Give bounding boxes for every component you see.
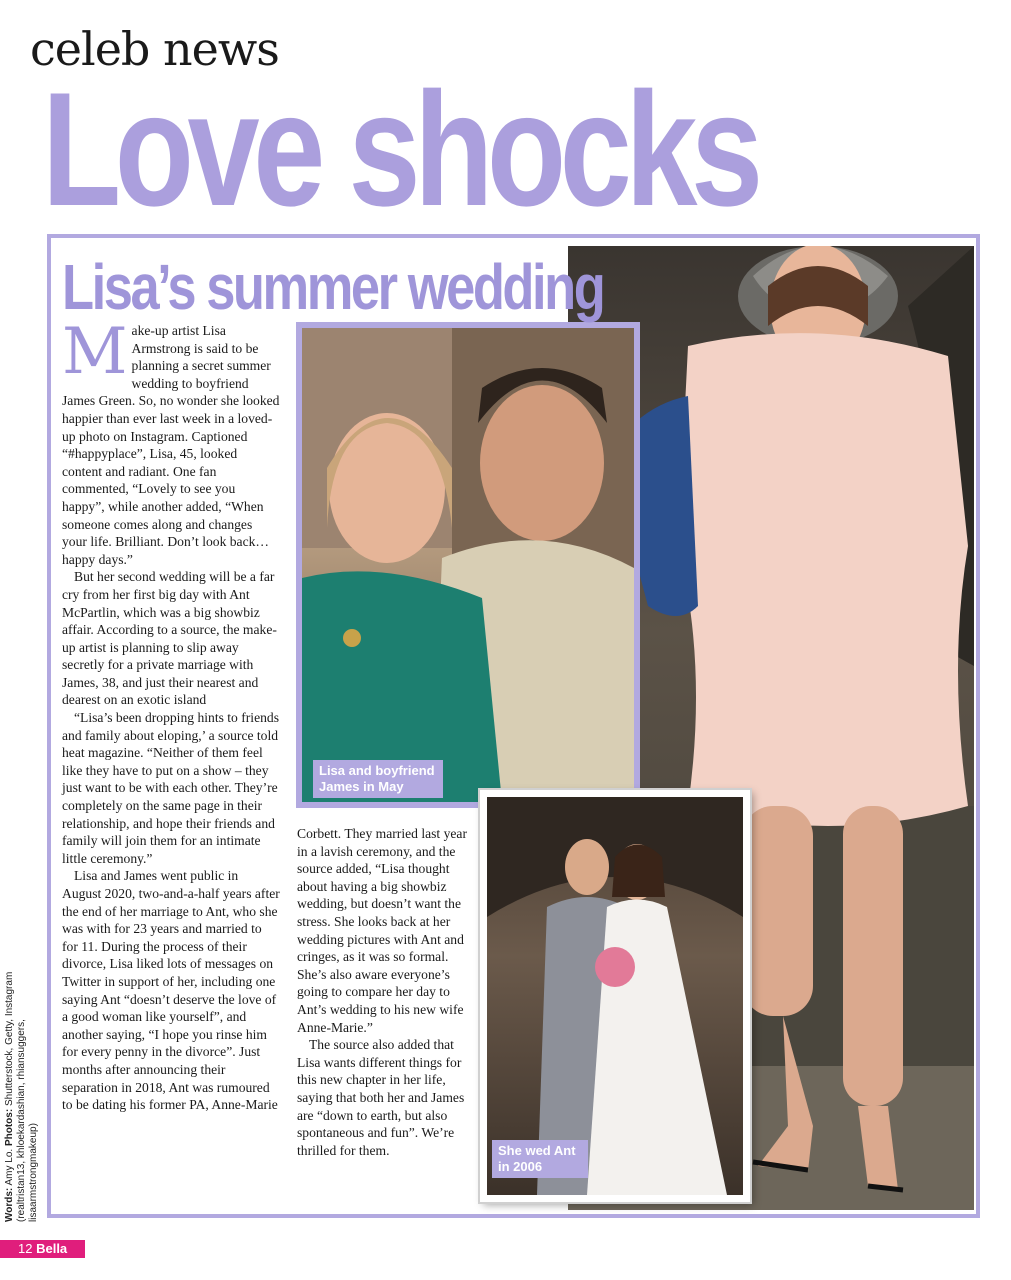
paragraph: Lisa and James went public in August 2020, two-and-a-half years after the end of her marriage to Ant, who she was with for 23 years and married to for 11. During the process of their divorce, Lisa liked lots of messages on Twitter in support of her, including one saying Ant “doesn’t deserve the love of a good woman like yourself”, and another saying, “I hope you rinse him for every penny in the divorce”. Just months after announcing their separation in 2018, Ant was rumoured to be dating his former PA, Anne-Marie [62, 868, 280, 1113]
credits-words: Amy Lo. [4, 1148, 15, 1186]
couple-photo-caption: Lisa and boyfriend James in May [313, 760, 443, 798]
paragraph: ake-up artist Lisa Armstrong is said to be planning a secret summer wedding to boyfriend James Green. So, no wonder she looked happier than ever last week in a loved-up photo on Instagram. Captioned “#happyplace”, Lisa, 45, looked content and radiant. One fan commented, “Lovely to see you happy”, while another added, “When someone comes along and changes your life. Brilliant. Don’t look back… happy days.” [62, 323, 280, 567]
page-number: 12 [18, 1241, 33, 1256]
subhead: Lisa’s summer wedding [62, 251, 604, 323]
wedding-photo-caption: She wed Ant in 2006 [492, 1140, 588, 1178]
couple-photo-illustration [302, 328, 634, 802]
magazine-name: Bella [36, 1241, 68, 1256]
page-folio [0, 1240, 85, 1258]
article-column-2 [297, 825, 472, 1159]
dropcap: M [62, 315, 128, 389]
article-column-1 [62, 315, 280, 1114]
couple-photo [296, 322, 640, 808]
headline: Love shocks [42, 59, 757, 240]
credits-photos-label: Photos: [4, 1108, 15, 1147]
section-label: celeb news [30, 22, 279, 76]
wedding-photo-illustration [487, 797, 743, 1195]
paragraph: “Lisa’s been dropping hints to friends and family about eloping,’ a source told heat magazine. “Neither of them feel like they have to put on a show – they just want to be with each other. They’re completely on the same page in their relationship, and hope their friends and family will join them for an intimate little ceremony.” [62, 710, 280, 866]
paragraph: The source also added that Lisa wants different things for this new chapter in her life, saying that both her and James are “down to earth, but also spontaneous and fun”. We’re thrilled for them. [297, 1037, 465, 1158]
paragraph: Corbett. They married last year in a lavish ceremony, and the source added, “Lisa thought about having a big showbiz wedding, but doesn’t want the stress. She looks back at her wedding pictures with Ant and cringes, as it was so formal. She’s also aware everyone’s going to compare her day to Ant’s wedding to his new wife Anne-Marie.” [297, 826, 467, 1035]
credits-words-label: Words: [4, 1187, 15, 1222]
photo-credits [4, 922, 40, 1222]
paragraph: But her second wedding will be a far cry from her first big day with Ant McPartlin, which was a big showbiz affair. According to a source, the make-up artist is planning to slip away secretly for a private marriage with James, 38, and just their nearest and dearest on an exotic island [62, 569, 277, 708]
credits-photos: Shutterstock, Getty, Instagram (realtristan13, khloekardashian, rhiansuggers, lisaarmstrongmakeup) [4, 971, 39, 1222]
